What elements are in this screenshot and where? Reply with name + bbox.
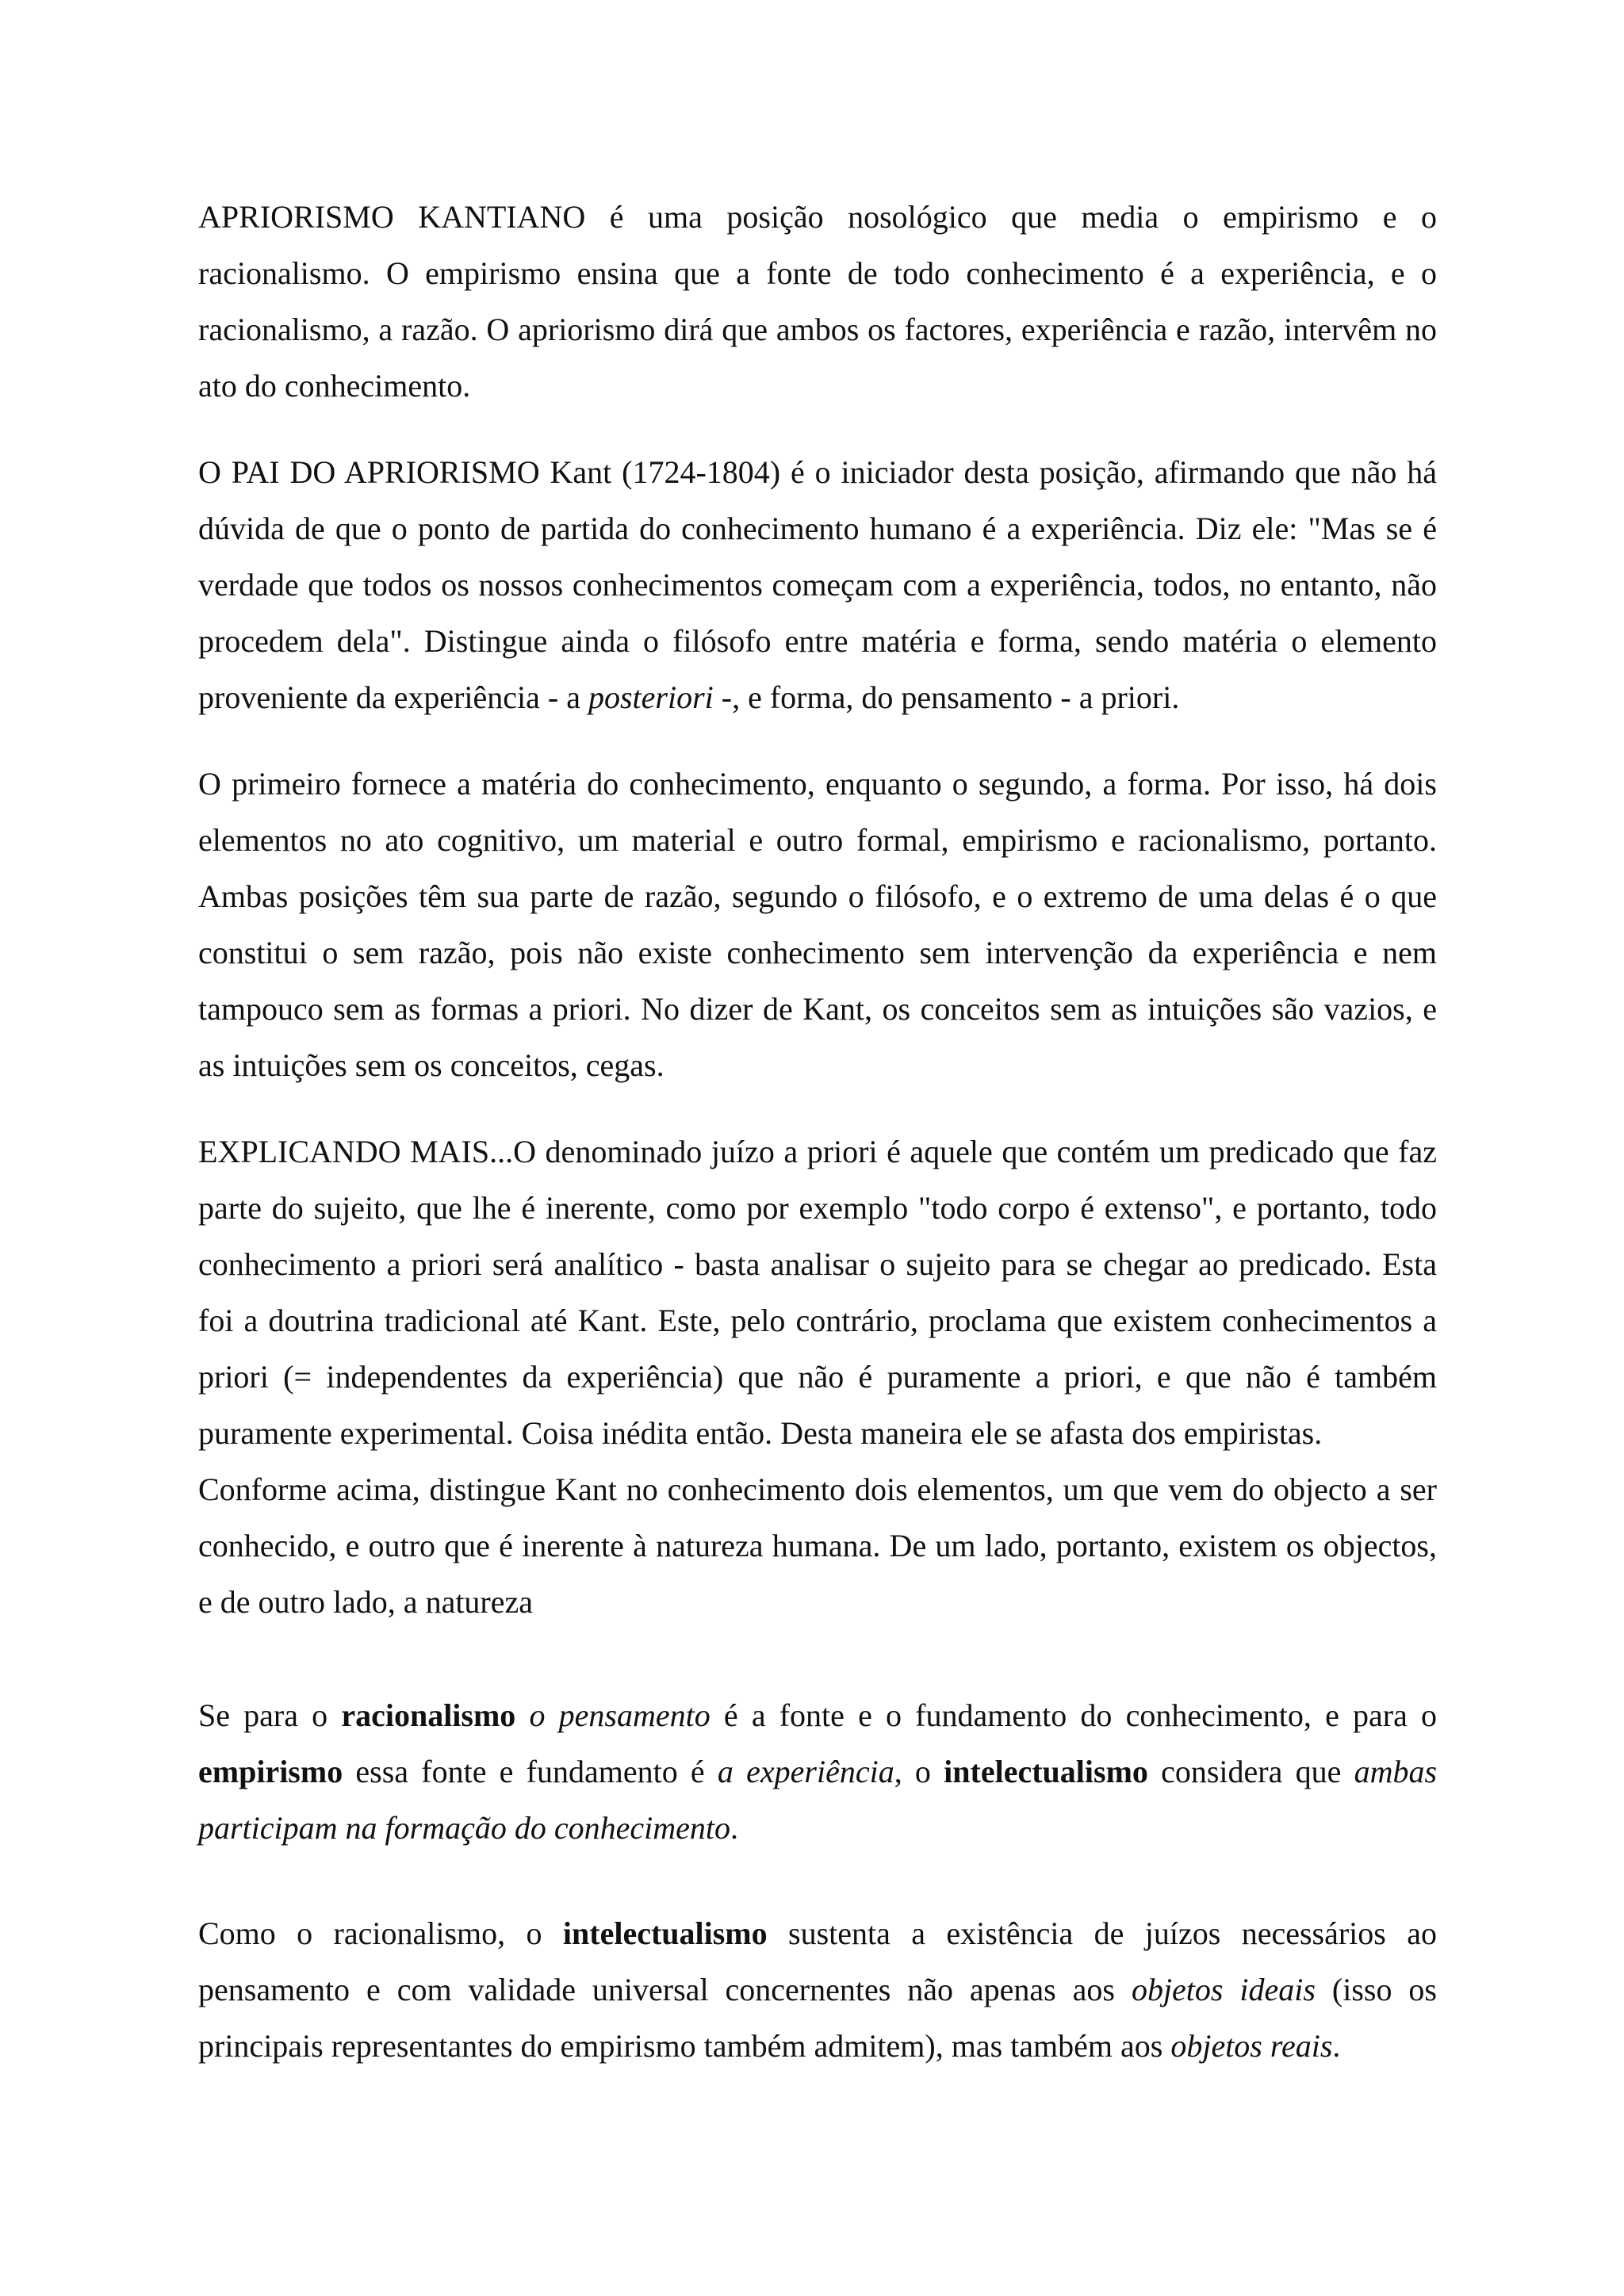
text-run: essa fonte e fundamento é: [343, 1754, 718, 1789]
text-run: EXPLICANDO MAIS...O denominado juízo a priori é aquele que contém um predicado que faz parte do sujeito, que lhe é inerente, como por exemplo "todo corpo é extenso", e portanto, todo conhecimento a priori será analítico - basta analisar o sujeito para se chegar ao predicado. Esta foi a doutrina tradicional até Kant. Este, pelo contrário, proclama que existem conhecimentos a priori (= independentes da experiência) que não é puramente a priori, e que não é também puramente experimental. Coisa inédita então. Desta maneira ele se afasta dos empiristas.: [198, 1134, 1437, 1451]
text-run: .: [730, 1810, 738, 1846]
text-run: sustenta a existência de juízos necessários ao pensamento e com validade universal concernentes não apenas aos: [198, 1915, 1437, 2007]
paragraph-como-o-racionalismo: [198, 1905, 1437, 2074]
text-run: Conforme acima, distingue Kant no conhecimento dois elementos, um que vem do objecto a ser conhecido, e outro que é inerente à natureza humana. De um lado, portanto, existem os objectos, e de outro lado, a natureza: [198, 1471, 1437, 1620]
bold-run: racionalismo: [341, 1697, 516, 1733]
italic-run: posteriori: [588, 679, 714, 715]
paragraph-se-para-o-racionalismo: [198, 1687, 1437, 1856]
text-run: considera que: [1147, 1754, 1354, 1789]
italic-run: o pensamento: [529, 1697, 710, 1733]
paragraph-conforme-acima: [198, 1461, 1437, 1630]
bold-run: intelectualismo: [944, 1754, 1148, 1789]
text-run: -, e forma, do pensamento - a priori.: [713, 679, 1180, 715]
italic-run: objetos reais: [1170, 2028, 1333, 2064]
bold-run: intelectualismo: [562, 1915, 768, 1951]
italic-run: ambas participam na formação do conhecimento: [198, 1754, 1438, 1846]
paragraph-primeiro-fornece: [198, 756, 1437, 1093]
text-run: (isso os principais representantes do empirismo também admitem), mas também aos: [198, 1972, 1437, 2064]
document-body: [198, 189, 1437, 2074]
text-run: O PAI DO APRIORISMO Kant (1724-1804) é o iniciador desta posição, afirmando que não há dúvida de que o ponto de partida do conhecimento humano é a experiência. Diz ele: "Mas se é verdade que todos os nossos conhecimentos começam com a experiência, todos, no entanto, não procedem dela". Distingue ainda o filósofo entre matéria e forma, sendo matéria o elemento proveniente da experiência - a: [198, 454, 1437, 715]
text-run: APRIORISMO KANTIANO é uma posição nosológico que media o empirismo e o racionalismo. O empirismo ensina que a fonte de todo conhecimento é a experiência, e o racionalismo, a razão. O apriorismo dirá que ambos os factores, experiência e razão, intervêm no ato do conhecimento.: [198, 199, 1437, 404]
text-run: [515, 1697, 529, 1733]
text-run: O primeiro fornece a matéria do conhecimento, enquanto o segundo, a forma. Por isso, há dois elementos no ato cognitivo, um material e outro formal, empirismo e racionalismo, portanto. Ambas posições têm sua parte de razão, segundo o filósofo, e o extremo de uma delas é o que constitui o sem razão, pois não existe conhecimento sem intervenção da experiência e nem tampouco sem as formas a priori. No dizer de Kant, os conceitos sem as intuições são vazios, e as intuições sem os conceitos, cegas.: [198, 766, 1437, 1083]
bold-run: empirismo: [198, 1754, 343, 1789]
paragraph-pai-do-apriorismo: [198, 444, 1437, 725]
text-run: é a fonte e o fundamento do conhecimento, e para o: [710, 1697, 1438, 1733]
paragraph-explicando-mais: [198, 1123, 1437, 1461]
italic-run: objetos ideais: [1131, 1972, 1316, 2007]
text-run: , o: [894, 1754, 944, 1789]
paragraph-apriorismo-kantiano: [198, 189, 1437, 414]
text-run: Como o racionalismo, o: [198, 1915, 563, 1951]
text-run: Se para o: [198, 1697, 342, 1733]
italic-run: a experiência: [717, 1754, 894, 1789]
text-run: .: [1332, 2028, 1341, 2064]
